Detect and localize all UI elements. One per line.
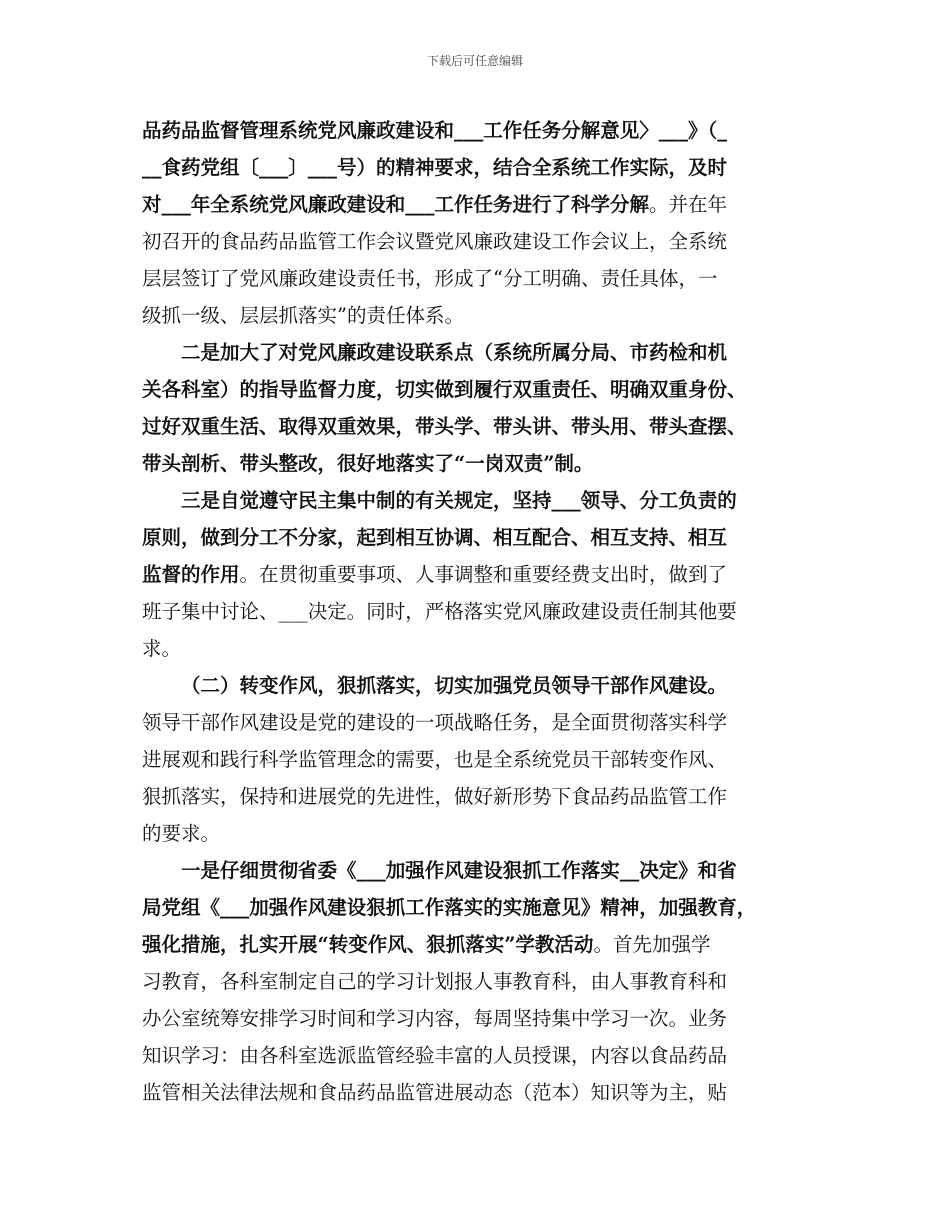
text-line: 习教育，各科室制定自己的学习计划报人事教育科，由人事教育科和 xyxy=(142,970,728,993)
text-line: 局党组《___加强作风建设狠抓工作落实的实施意见》精神，加强教育， xyxy=(142,896,757,919)
text-line xyxy=(142,926,822,963)
text-line: 求。 xyxy=(142,637,182,660)
text-line: 领导干部作风建设是党的建设的一项战略任务，是全面贯彻落实科学 xyxy=(142,711,728,734)
document-body xyxy=(142,112,822,1111)
text-line: 带头剖析、带头整改，很好地落实了“一岗双责”制。 xyxy=(142,452,594,475)
normal-run: 。在贯彻重要事项、人事调整和重要经费支出时，做到了 xyxy=(239,563,728,586)
bold-run: 对___年全系统党风廉政建设和___工作任务进行了科学分解 xyxy=(142,193,650,216)
text-line: 进展观和践行科学监管理念的需要，也是全系统党员干部转变作风、 xyxy=(142,748,728,771)
text-line: 初召开的食品药品监管工作会议暨党风廉政建设工作会议上，全系统 xyxy=(142,230,728,253)
text-line: 办公室统筹安排学习时间和学习内容，每周坚持集中学习一次。业务 xyxy=(142,1007,728,1030)
text-line: 的要求。 xyxy=(142,822,221,845)
text-line: 知识学习：由各科室选派监管经验丰富的人员授课，内容以食品药品 xyxy=(142,1044,728,1067)
text-line: 层层签订了党风廉政建设责任书，形成了“分工明确、责任具体，一 xyxy=(142,267,718,290)
text-line xyxy=(142,556,822,593)
paragraph-start-line: 二是加大了对党风廉政建设联系点（系统所属分局、市药检和机 xyxy=(181,341,728,364)
text-line: 级抓一级、层层抓落实”的责任体系。 xyxy=(142,304,464,327)
paragraph-start-line: 一是仔细贯彻省委《___加强作风建设狠抓工作落实__决定》和省 xyxy=(181,859,737,882)
text-line: 品药品监督管理系统党风廉政建设和___工作任务分解意见〉___》（_ xyxy=(142,119,728,142)
text-line: 狠抓落实，保持和进展党的先进性，做好新形势下食品药品监管工作 xyxy=(142,785,728,808)
normal-run: 。首先加强学 xyxy=(593,933,711,956)
text-line: __食药党组〔___〕___号）的精神要求，结合全系统工作实际，及时 xyxy=(142,156,728,179)
normal-run: 。并在年 xyxy=(649,193,728,216)
paragraph-start-line: 三是自觉遵守民主集中制的有关规定，坚持___领导、分工负责的 xyxy=(181,489,737,512)
text-line xyxy=(142,186,822,223)
text-line: 班子集中讨论、___决定。同时，严格落实党风廉政建设责任制其他要 xyxy=(142,600,737,623)
bold-run: 强化措施，扎实开展“转变作风、狠抓落实”学教活动 xyxy=(142,933,594,956)
text-line: 关各科室）的指导监督力度，切实做到履行双重责任、明确双重身份、 xyxy=(142,378,747,401)
text-line: 过好双重生活、取得双重效果，带头学、带头讲、带头用、带头查摆、 xyxy=(142,415,747,438)
text-line: 原则，做到分工不分家，起到相互协调、相互配合、相互支持、相互 xyxy=(142,526,728,549)
page-header: 下载后可任意编辑 xyxy=(426,54,523,68)
section-heading: （二）转变作风，狠抓落实，切实加强党员领导干部作风建设。 xyxy=(181,674,728,697)
text-line: 监管相关法律法规和食品药品监管进展动态（范本）知识等为主，贴 xyxy=(142,1081,728,1104)
bold-run: 监督的作用 xyxy=(142,563,240,586)
